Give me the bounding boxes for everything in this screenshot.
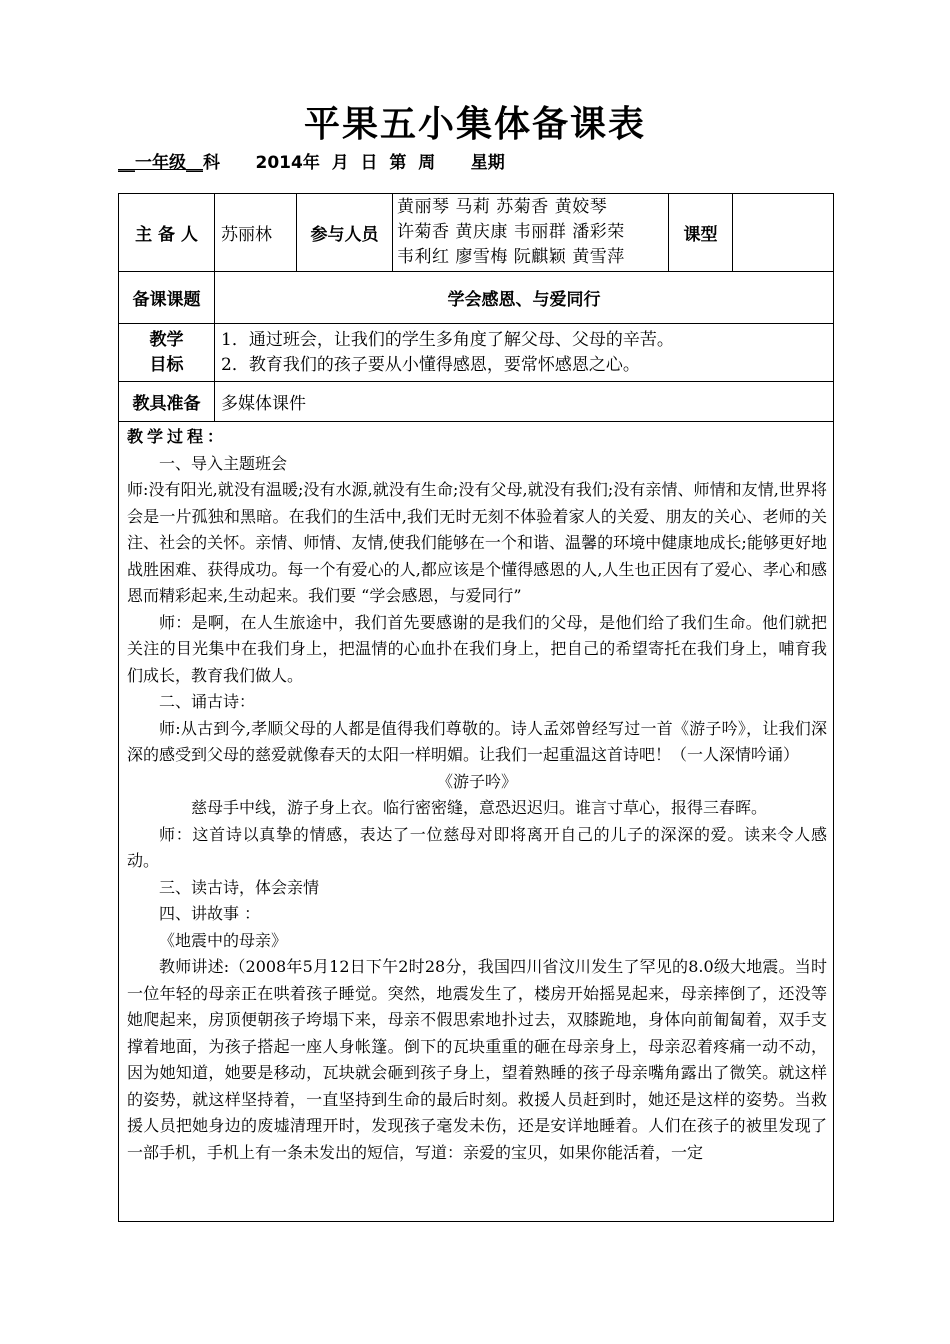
goal-item: 1．通过班会，让我们的学生多角度了解父母、父母的辛苦。 [221,329,674,350]
participants-line: 许菊香 黄庆康 韦丽群 潘彩荣 [397,222,625,242]
week-prefix: 第 [389,153,407,173]
day-field: 日 [360,153,378,173]
goal-item: 2．教育我们的孩子要从小懂得感恩，要常怀感恩之心。 [221,354,640,375]
week-suffix: 周 [418,153,436,173]
page-title: 平果五小集体备课表 [303,104,646,145]
header-info-line [118,148,505,173]
row-process [119,422,834,1222]
lesson-plan-table [118,193,834,1222]
lead-label: 主 备 人 [119,194,215,272]
goals-label-line: 教学 [149,329,184,350]
row-goals [119,324,834,382]
materials-label: 教具准备 [119,382,215,422]
process-heading: 教学过程： [127,427,228,446]
paragraph: 师：这首诗以真挚的情感，表达了一位慈母对即将离开自己的儿子的深深的爱。读来令人感动。 [127,824,827,870]
lead-name: 苏丽林 [215,194,297,272]
goals-list [215,324,834,382]
participants-list [393,194,669,272]
topic-value: 学会感恩、与爱同行 [215,272,834,324]
row-people [119,194,834,272]
materials-value: 多媒体课件 [215,382,834,422]
grade-field: __一年级__ [118,153,203,173]
paragraph: 师：是啊，在人生旅途中，我们首先要感谢的是我们的父母，是他们给了我们生命。他们就把关注的目光集中在我们身上，把温情的心血扑在我们身上，把自己的希望寄托在我们身上，哺育我们成长，教育我们做人。 [127,612,827,685]
story-title: 《地震中的母亲》 [159,930,288,950]
goals-label-line: 目标 [149,354,184,375]
subject-label: 科 [203,153,220,173]
section-heading: 四、讲故事 ： [159,904,261,923]
paragraph: 师:没有阳光,就没有温暖;没有水源,就没有生命;没有父母,就没有我们;没有亲情、师情和友情,世界将会是一片孤独和黑暗。在我们的生活中,我们无时无刻不体验着家人的关爱、朋友的关心、老师的关注、社会的关怀。亲情、师情、友情,使我们能够在一个和谐、温馨的环境中健康地成长;能够更好地战胜困难、获得成功。每一个有爱心的人,都应该是个懂得感恩的人,人生也正因有了爱心、孝心和感恩而精彩起来,生动起来。我们要 “学会感恩，与爱同行” [127,480,827,605]
poem-text: 慈母手中线，游子身上衣。临行密密缝，意恐迟迟归。谁言寸草心，报得三春晖。 [191,798,768,817]
section-heading: 三、读古诗，体会亲情 [159,877,320,897]
topic-label: 备课课题 [119,272,215,324]
section-heading: 一、导入主题班会 [159,453,288,473]
goals-label [119,324,215,382]
lesson-type-value [733,194,834,272]
section-heading: 二、诵古诗： [159,692,256,711]
paragraph: 师:从古到今,孝顺父母的人都是值得我们尊敬的。诗人孟郊曾经写过一首《游子吟》，让我们深深的感受到父母的慈爱就像春天的太阳一样明媚。让我们一起重温这首诗吧！（一人深情吟诵） [127,718,827,764]
process-body [119,422,834,1222]
lesson-type-label: 课型 [669,194,733,272]
poem-title: 《游子吟》 [436,771,517,791]
paragraph: 教师讲述:（2008年5月12日下午2时28分，我国四川省汶川发生了罕见的8.0级大地震。当时一位年轻的母亲正在哄着孩子睡觉。突然，地震发生了，楼房开始摇晃起来，母亲摔倒了，还没等她爬起来，房顶便朝孩子垮塌下来，母亲不假思索地扑过去，双膝跪地，身体向前匍匐着，双手支撑着地面，为孩子搭起一座人身帐篷。倒下的瓦块重重的砸在母亲身上，母亲忍着疼痛一动不动，因为她知道，她要是移动，瓦块就会砸到孩子身上，望着熟睡的孩子母亲嘴角露出了微笑。就这样的姿势，就这样坚持着，一直坚持到生命的最后时刻。救援人员赶到时，她还是这样的姿势。当救援人员把她身边的废墟清理开时，发现孩子毫发未伤，还是安详地睡着。人们在孩子的被里发现了一部手机，手机上有一条未发出的短信，写道：亲爱的宝贝，如果你能活着，一定 [127,957,827,1162]
year-field: 2014年 [255,153,320,173]
row-materials [119,382,834,422]
weekday-field: 星期 [470,153,505,173]
participants-line: 黄丽琴 马莉 苏菊香 黄姣琴 [397,197,608,217]
month-field: 月 [331,153,349,173]
participants-label: 参与人员 [297,194,393,272]
participants-line: 韦利红 廖雪梅 阮麒颖 黄雪萍 [397,247,625,267]
row-topic [119,272,834,324]
